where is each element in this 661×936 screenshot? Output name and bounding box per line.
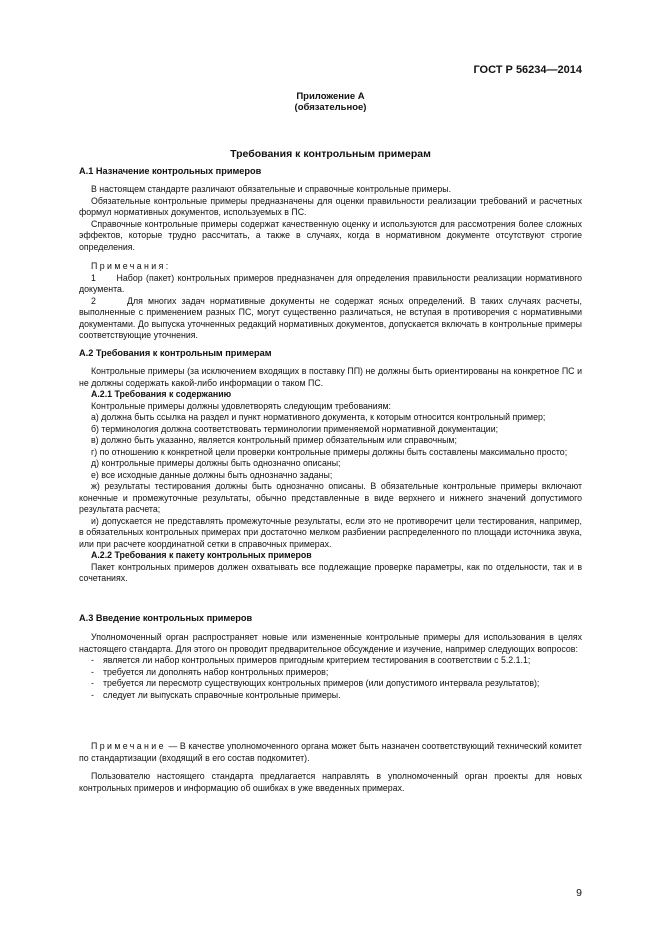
section-a1-body xyxy=(79,184,582,253)
annex-title: Приложение А xyxy=(296,91,365,102)
note-text: — В качестве уполномоченного органа может быть назначен соответствующий технический комитет по стандартизации (входящий в его состав подкомитет). xyxy=(79,741,582,763)
note-item: 1 Набор (пакет) контрольных примеров предназначен для определения правильности реализации нормативного документа. xyxy=(79,272,582,294)
paragraph: Пакет контрольных примеров должен охватывать все подлежащие проверке параметры, как по отдельности, так и в сочетаниях. xyxy=(79,561,582,583)
section-heading-a3: А.3 Введение контрольных примеров xyxy=(79,613,253,623)
section-heading-a1: А.1 Назначение контрольных примеров xyxy=(79,166,262,176)
list-item: д) контрольные примеры должны быть однозначно описаны; xyxy=(91,458,341,468)
note-item: 2 Для многих задач нормативные документы не содержат ясных определений. В таких случаях расчеты, выполненные с применением разных ПС, могут существенно различаться, не вступая в противоречия с нормативными документами. До выпуска уточненных редакций нормативных документов, допускается включать в контрольные примеры соответствующие уточнения. xyxy=(79,295,582,340)
dash-item: - требуется ли дополнять набор контрольных примеров; xyxy=(91,666,329,677)
paragraph: Пользователю настоящего стандарта предлагается направлять в уполномоченный орган проекты для новых контрольных примеров и информацию об ошибках в уже введенных примерах. xyxy=(79,771,582,793)
subsection-heading: А.2.1 Требования к содержанию xyxy=(91,389,232,399)
standard-designation: ГОСТ Р 56234—2014 xyxy=(473,64,582,76)
notes-label: Примечания: xyxy=(91,261,171,271)
list-item: в) должно быть указанно, является контрольный пример обязательным или справочным; xyxy=(91,435,457,445)
note-label: Примечание xyxy=(91,741,166,751)
paragraph: Уполномоченный орган распространяет новые или измененные контрольные примеры для использования в целях настоящего стандарта. Для этого он проводит предварительное обсуждение и изучение, например следующих вопросов: xyxy=(79,632,582,654)
page-number: 9 xyxy=(576,887,582,899)
paragraph: Контрольные примеры должны удовлетворять следующим требованиям: xyxy=(91,400,391,411)
section-heading-a2: А.2 Требования к контрольным примерам xyxy=(79,348,272,358)
list-item: б) терминология должна соответствовать терминологии применяемой нормативной документации; xyxy=(91,423,499,434)
note-block xyxy=(79,741,582,764)
list-item: а) должна быть ссылка на раздел и пункт нормативного документа, к которым относится контрольный пример; xyxy=(91,412,546,422)
paragraph: Контрольные примеры (за исключением входящих в поставку ПП) не должны быть ориентированы на конкретное ПС и не должны содержать какой-либо информации о таком ПС. xyxy=(79,366,582,388)
dash-item: - требуется ли пересмотр существующих контрольных примеров (или допустимого интервала результатов); xyxy=(91,678,540,688)
list-item: е) все исходные данные должны быть однозначно заданы; xyxy=(91,469,333,480)
notes-block xyxy=(79,261,582,342)
list-item: ж) результаты тестирования должны быть однозначно описаны. В обязательные контрольные примеры включают конечные и промежуточные результаты, обычно представленные в виде верхнего и нижнего значений допустимого результата расчета; xyxy=(79,481,582,514)
section-a3-body xyxy=(79,632,582,701)
page-title: Требования к контрольным примерам xyxy=(230,148,431,160)
list-item: г) по отношению к конкретной цели проверки контрольные примеры должны быть составлены максимально просто; xyxy=(91,446,568,457)
paragraph: В настоящем стандарте различают обязательные и справочные контрольные примеры. xyxy=(91,184,452,194)
dash-item: - является ли набор контрольных примеров пригодным критерием тестирования в соответствии с 5.2.1.1; xyxy=(91,655,531,665)
annex-status: (обязательное) xyxy=(294,102,367,113)
paragraph: Справочные контрольные примеры содержат качественную оценку и используются для рассмотрения более сложных эффектов, которые трудно рассчитать, а также в случаях, когда в нормативном документе отсутствуют строгие определения. xyxy=(79,218,582,252)
paragraph: Обязательные контрольные примеры предназначены для оценки правильности реализации требований и расчетных формул нормативных документов, используемых в ПС. xyxy=(79,195,582,217)
dash-item: - следует ли выпускать справочные контрольные примеры. xyxy=(91,689,341,700)
section-a3-final xyxy=(79,771,582,794)
list-item: и) допускается не представлять промежуточные результаты, если это не противоречит цели тестирования, например, в обязательных контрольных примерах при достаточно мелком разбиении распределенного по площади источника звука, или при расчете координатной сетки в справочных примерах. xyxy=(79,515,582,549)
section-a2-body xyxy=(79,366,582,585)
subsection-heading: А.2.2 Требования к пакету контрольных примеров xyxy=(91,550,312,560)
